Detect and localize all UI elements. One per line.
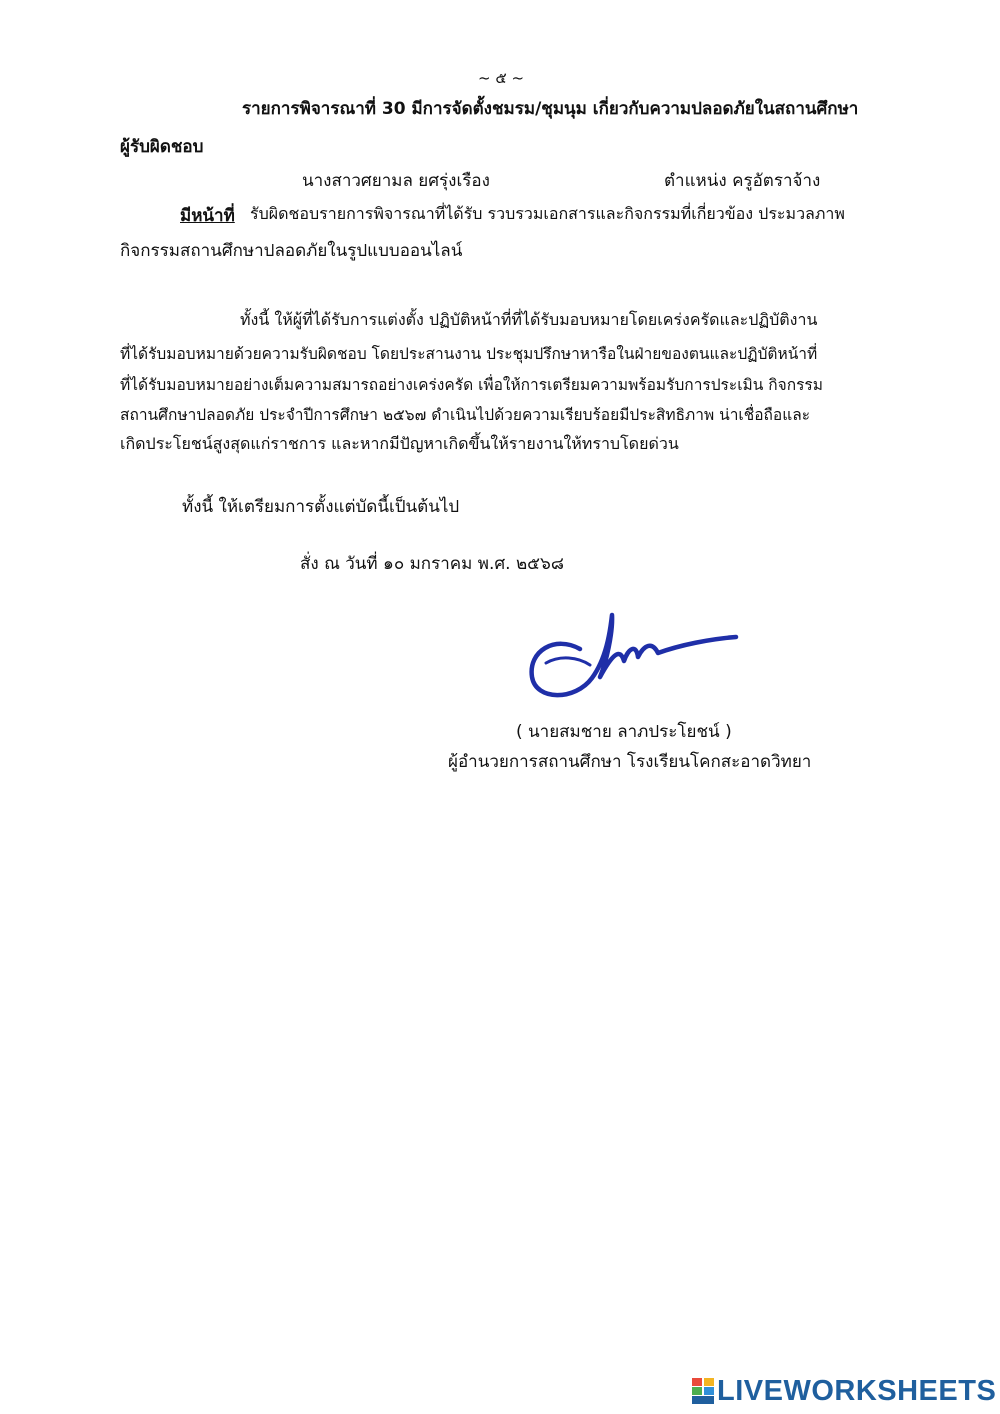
liveworksheets-watermark	[692, 1374, 996, 1408]
paragraph-line-2: ที่ได้รับมอบหมายด้วยความรับผิดชอบ โดยประสานงาน ประชุมปรึกษาหารือในฝ่ายของตนและปฏิบัติหน้าที่	[120, 345, 818, 363]
duty-line-2: กิจกรรมสถานศึกษาปลอดภัยในรูปแบบออนไลน์	[120, 241, 463, 261]
item-heading: รายการพิจารณาที่ 30 มีการจัดตั้งชมรม/ชุมนุม เกี่ยวกับความปลอดภัยในสถานศึกษา	[242, 99, 859, 119]
responsible-position: ตำแหน่ง ครูอัตราจ้าง	[664, 171, 821, 191]
page-number: ~ ๕ ~	[478, 69, 525, 87]
paragraph-line-4: สถานศึกษาปลอดภัย ประจำปีการศึกษา ๒๕๖๗ ดำเนินไปด้วยความเรียบร้อยมีประสิทธิภาพ น่าเชื่อถือและ	[120, 406, 811, 424]
director-signature	[520, 603, 750, 708]
liveworksheets-text: LIVEWORKSHEETS	[717, 1374, 997, 1407]
responsible-label: ผู้รับผิดชอบ	[120, 137, 204, 157]
paragraph-line-1: ทั้งนี้ ให้ผู้ที่ได้รับการแต่งตั้ง ปฏิบัติหน้าที่ที่ได้รับมอบหมายโดยเคร่งครัดและปฏิบัติงาน	[240, 310, 818, 329]
duty-line-1: รับผิดชอบรายการพิจารณาที่ได้รับ รวบรวมเอกสารและกิจกรรมที่เกี่ยวข้อง ประมวลภาพ	[250, 204, 845, 223]
signatory-name: ( นายสมชาย ลาภประโยชน์ )	[516, 722, 732, 742]
paragraph-line-3: ที่ได้รับมอบหมายอย่างเต็มความสมารถอย่างเคร่งครัด เพื่อให้การเตรียมความพร้อมรับการประเมิน กิจกรรม	[120, 376, 823, 394]
duty-label: มีหน้าที่	[180, 206, 235, 226]
order-date: สั่ง ณ วันที่ ๑๐ มกราคม พ.ศ. ๒๕๖๘	[300, 554, 564, 574]
liveworksheets-logo-icon	[692, 1378, 714, 1404]
responsible-name: นางสาวศยามล ยศรุ่งเรือง	[302, 171, 490, 191]
signatory-title: ผู้อำนวยการสถานศึกษา โรงเรียนโคกสะอาดวิทยา	[448, 752, 812, 772]
paragraph-line-5: เกิดประโยชน์สูงสุดแก่ราชการ และหากมีปัญหาเกิดขึ้นให้รายงานให้ทราบโดยด่วน	[120, 434, 679, 453]
effective-statement: ทั้งนี้ ให้เตรียมการตั้งแต่บัดนี้เป็นต้นไป	[182, 497, 460, 517]
